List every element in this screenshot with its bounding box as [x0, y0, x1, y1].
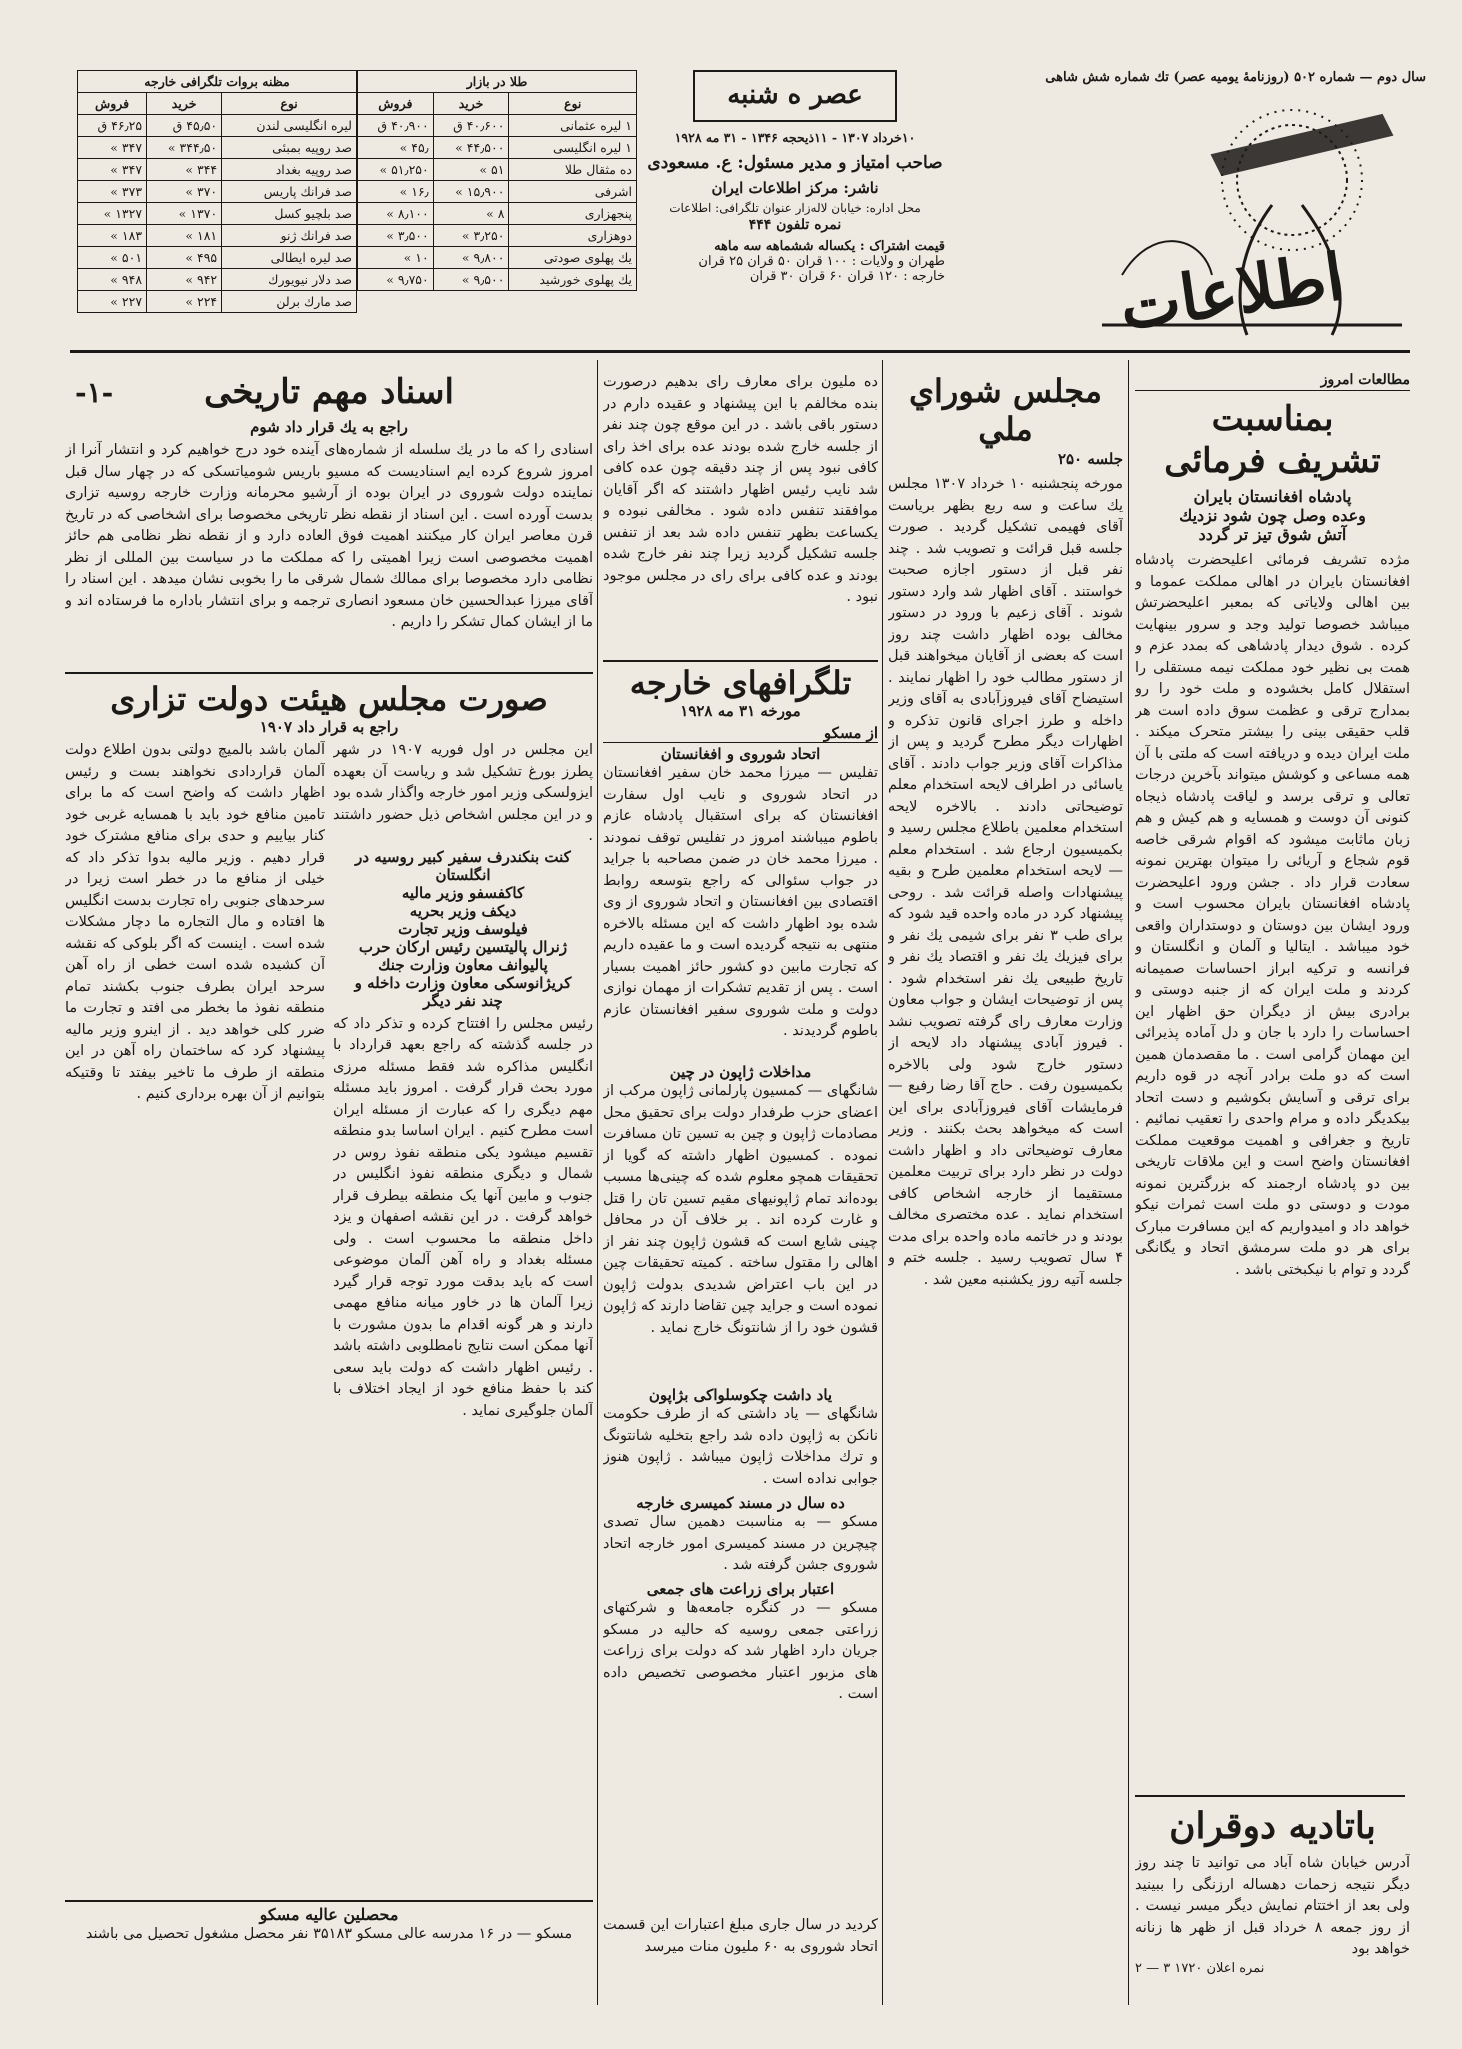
cell: ۴۴٫۵۰۰ »: [433, 137, 509, 159]
bottom-body: مسکو — در ۱۶ مدرسه عالی مسکو ۳۵۱۸۳ نفر محصل مشغول تحصیل می باشند: [85, 1926, 573, 1942]
cell: ۳۴۷ »: [78, 137, 147, 159]
section-title: مداخلات ژاپون در چین: [669, 1063, 812, 1081]
majlis-body: مورخه پنجشنبه ۱۰ خرداد ۱۳۰۷ مجلس یك ساعت و سه ربع بظهر بریاست آقای فهیمی تشکیل گردید . صورت جلسه قبل قرائت و تصویب شد . چند نفر قبل از دستور اجازه صحبت خواستند . آقای اظهار شد وارد دستور شوند . آقای زعیم با ورود در دستور مخالف بوده اظهار داشت چند روز است که بعضی از آقایان میخواهند قبل از دستور مطالب خود را اظهار نمایند . استیضاح آقای فیروزآبادی به آقای وزیر داخله و طرز اجرای قانون تذکره و اظهارات دیگر مطرح گردید و پس از مذاکرات آقای وزیر جواب دادند . آقای یاسائی در اطراف لایحه استخدام معلم توضیحاتی دادند . بالاخره لایحه استخدام معلمین باطلاع مجلس رسید و بکمیسیون ارجاع شد . استخدام معلم — لایحه استخدام معلمین طرح و بقیه پیشنهادات واصله قرائت شد . روحی پیشنهاد کرد در ماده واحده قید شود که برای طب ۳ نفر برای شیمی یك نفر و برای فیزیك یك نفر و اقتصاد یك نفر و تاریخ طبیعی یك نفر استخدام شود . پس از توضیحات ایشان و جواب معاون وزارت معارف رای گرفته تصویب نشد . فیروز آبادی پیشنهاد داد لایحه از دستور خارج شود ولی بالاخره بکمیسیون رفت . حاج آقا رضا رفیع — فرمایشات آقای فیروزآبادی برای این است که میخواهد بحث بکنند . وزیر معارف توضیحاتی داد و اظهار داشت دولت در نظر دارد برای تربیت معلمین مستقیما از خارجه اشخاص کافی استخدام نماید . عده مختصری مخالف بودند و در خاتمه ماده واحده برای مدت ۴ سال تصویب رسید . جلسه ختم و جلسه آتیه روز یکشنبه معین شد .: [888, 476, 1123, 1288]
cell: صد مارك برلن: [222, 291, 357, 313]
doc-title: اسناد مهم تاریخی: [204, 372, 454, 412]
cell: ۹۴۸ »: [78, 269, 147, 291]
telegraph-date: مورخه ۳۱ مه ۱۹۲۸: [680, 702, 801, 720]
cell: ۵۰۱ »: [78, 247, 147, 269]
cell: یك پهلوی صودتی: [509, 247, 637, 269]
gold-rows: [358, 115, 637, 291]
cell: صد فرانك ژنو: [222, 225, 357, 247]
attendees-intro: این مجلس در اول فوریه ۱۹۰۷ در شهر پطرز بورغ تشکیل شد و ریاست آن بعهده ایزولسکی وزیر امور خارجه واگذار شده بود و در این مجلس اشخاص ذیل حضور داشتند .: [333, 742, 593, 844]
right-ad-box: [1135, 1805, 1410, 2015]
table-row: [358, 137, 637, 159]
gold-table-title: طلا در بازار: [358, 71, 637, 93]
headline-2: تشریف فرمائی: [1164, 441, 1381, 481]
minutes-subtitle: راجع به قرار داد ۱۹۰۷: [259, 718, 399, 736]
cell: ۹٫۷۵۰ »: [358, 269, 434, 291]
cell: ۳۴۴ »: [147, 159, 222, 181]
section-body: شانگهای — یاد داشتی که از طرف حکومت نانکن به ژاپون داده شد راجع بتخلیه شانتونگ و ترك مداخلات ژاپون میباشد . ژاپون هنوز جوابی نداده است .: [603, 1406, 878, 1487]
cell: ۱۶٫ »: [358, 181, 434, 203]
middle-bottom-body: کردید در سال جاری مبلغ اعتبارات این قسمت اتحاد شوروی به ۶۰ ملیون منات میرسد: [603, 1917, 878, 1955]
section-title: اتحاد شوروی و افغانستان: [603, 742, 878, 763]
attendee: پالیوانف معاون وزارت جنك: [378, 955, 548, 974]
table-row: [78, 137, 357, 159]
doc-subtitle: راجع به یك قرار داد شوم: [250, 418, 408, 436]
minutes-body-right: رئیس مجلس را افتتاح کرده و تذکر داد که در جلسه گذشته که راجع بعهد قرارداد با انگلیس مذاکره شد فقط مسئله مرزی مورد بحث قرار گرفت . امروز باید مسئله مهم دیگری را که عبارت از مسئله ایران است مطرح کنیم . ایران اساسا بدو منطقه تقسیم میشود یکی منطقه نفوذ روس در شمال و دیگری منطقه نفوذ انگلیس در جنوب و مابین آنها یک منطقه بیطرف قرار خواهد گرفت . در این نقشه اصفهان و یزد داخل منطقه ما محسوب است . ولی مسئله بغداد و راه آهن آلمان موضوعی است که باید بدقت مورد توجه قرار گیرد زیرا آلمان ها در خاور میانه منافع مهمی دارند و هر گونه اقدام ما بدون مشورت با آنها ممکن است نتایج نامطلوبی داشته باشد . رئیس اظهار داشت که دولت باید سعی کند با حفظ منافع خود از ایجاد اختلاف با آلمان جلوگیری نماید .: [333, 1015, 593, 1419]
cell: ۴۵٫۵۰ ق: [147, 115, 222, 137]
cell: ۴۶٫۲۵ ق: [78, 115, 147, 137]
subs-row-1: طهران و ولایات : ۱۰۰ قران ۵۰ قران ۲۵ قران: [698, 254, 945, 269]
headline-1: بمناسبت: [1211, 399, 1334, 439]
attendee: کنت بنکندرف سفیر کبیر روسیه در انگلستان: [355, 847, 571, 884]
cell: ۱۸۱ »: [147, 225, 222, 247]
cell: ۱۳۲۷ »: [78, 203, 147, 225]
article-body: مژده تشریف فرمائی اعلیحضرت پادشاه افغانستان بایران در اهالی مملکت عموما و بین اهالی ولایاتی که بمعبر اعلیحضرتش میباشد خصوصا تولید وجد و سرور بینهایت کرده . شوق دیدار پادشاهی که بمدد عزم و همت بی نظیر خود مملکت نیمه مستقلی را استقلال کامل بخشوده و ملت خود را رو بمدارج ترقی و عظمت سوق داده است هر قلب حقیقی بینی را بیشتر متحرک میکند . ملت ایران دیده و دریافته است که ملتی با آن همه مساعی و کوشش میتواند بآخرین درجات تعالی و ترقی برسد و لیاقت پادشاه ذیجاه کنونی آن دوست و همسایه و هم کیش و هم زبان ماثابت میشود که اقوام شرقی خاصه قوم شجاع و آریائی را میتوان بهترین نمونه سعادت قرار داد . جشن ورود اعلیحضرت پادشاه افغانستان بایران محسوب است و ورود ایشان بین دوستان و دوستداران واقعی خود میباشد . ایتالیا و آلمان و انگلستان و فرانسه و ترکیه ابراز احساسات صمیمانه کردند و ملت ایران که از جنبه دوستی و برادری بیش از دیگران حق اظهار این احساسات را دارد با جان و دل آماده پذیرائی این مهمان گرامی است . ما مقصدمان همین است که دو ملت برادر آنچه در قوه داریم برای ترقی و آسایش بکوشیم و دست اتحاد بیکدیگر داده و مرام واحدی را تعقیب نمائیم . تاریخ و جغرافی و اهمیت موقعیت مملکت افغانستان واضح است و این ملاقات تاریخی بین دو پادشاه ارجمند که بزرگترین نمونه مودت و دوستی دو ملت است ثمرات نیکو خواهد داد و امیدواریم که این مسافرت مبارک برای هر دو ملت سرمشق اتحاد و یگانگی گردد و توام با نیکبختی باشد .: [1135, 552, 1410, 1278]
column-divider-1: [1128, 360, 1129, 2005]
table-row: [78, 159, 357, 181]
bottom-title: محصلین عالیه مسکو: [259, 1905, 399, 1924]
cell: ۳۷۳ »: [78, 181, 147, 203]
table-row: [78, 225, 357, 247]
fx-rows: [78, 115, 357, 313]
subheadline-2: وعده وصل چون شود نزدیك: [1179, 506, 1366, 525]
cell: ۲۲۷ »: [78, 291, 147, 313]
doc-body: اسنادی را که ما در یك سلسله از شماره‌های آینده خود درج خواهیم کرد و انتشار آنرا از امروز شروع کرده ایم اسنادیست که مسیو باریس شومیاتسکی که در چهار سال قبل نماینده دولت شوروی در ایران بوده از آرشیو محرمانه وزارت خارجه روسیه تزاری بدست آورده است . این اسناد از نقطه نظر تاریخی مخصوصا برای اشخاصی که در تاریخ قرن معاصر ایران کار میکنند اهمیت فوق العاده دارد و از نقطه نظر نظامی هم حائز اهمیت مخصوصی است زیرا اهمیتی را که مملکت ما در سیاست بین المللی از نظر نظامی دارد مخصوصا برای ممالك شمال شرقی ما را بخوبی نشان میدهد . این اسناد را آقای میرزا عبدالحسین خان مسعود انصاری ترجمه و برای انتشار باداره ما فرستاده اند و ما از ایشان کمال تشکر را داریم .: [65, 442, 593, 630]
cell: صد لیره ایطالی: [222, 247, 357, 269]
fx-header-sell: فروش: [78, 93, 147, 115]
cell: ۹٫۵۰۰ »: [433, 269, 509, 291]
cell: ۱ لیره عثمانی: [509, 115, 637, 137]
telegraph-title: تلگرافهای خارجه: [629, 664, 852, 702]
attendee: فیلوسف وزیر تجارت: [398, 919, 528, 938]
table-row: [358, 203, 637, 225]
table-row: [78, 203, 357, 225]
publisher-line: ناشر: مرکز اطلاعات ایران: [711, 179, 879, 197]
cell: ۸٫۱۰۰ »: [358, 203, 434, 225]
attendee: ژنرال پالیتسین رئیس ارکان حرب: [358, 937, 568, 956]
day-box: عصر ه شنبه: [693, 70, 897, 122]
column-divider-3: [597, 360, 598, 2005]
fx-table-title: مظنه بروات تلگرافی خارجه: [78, 71, 357, 93]
masthead-info: [645, 70, 945, 340]
cell: ۴۰٫۹۰۰ ق: [358, 115, 434, 137]
owner-line: صاحب امتیاز و مدیر مسئول: ع. مسعودی: [647, 153, 943, 173]
cell: صد روپیه بمبئی: [222, 137, 357, 159]
table-row: [358, 247, 637, 269]
doc-number: -۱-: [75, 376, 114, 409]
section-title: یاد داشت چکوسلواکی بژاپون: [648, 1386, 833, 1404]
majlis-title: مجلس شوراي ملي: [908, 372, 1103, 448]
cell: یك پهلوی خورشید: [509, 269, 637, 291]
ad-body: آدرس خیابان شاه آباد می توانید تا چند روز دیگر نتیجه زحمات دهساله ارزنگی را ببینید ولی بعد از اختتام نمایش دیگر میسر نیست . از روز جمعه ۸ خرداد قبل از ظهر ها زنانه خواهد بود: [1135, 1855, 1410, 1957]
middle-column: [603, 372, 878, 2002]
cell: ۲۲۴ »: [147, 291, 222, 313]
cell: صد بلچیو کسل: [222, 203, 357, 225]
minutes-right-column: [333, 740, 593, 1422]
subs-title: قیمت اشتراک : یکساله ششماهه سه ماهه: [714, 239, 945, 254]
cell: ۴۰٫۶۰۰ ق: [433, 115, 509, 137]
cell: پنجهزاری: [509, 203, 637, 225]
cell: ۳٫۵۰۰ »: [358, 225, 434, 247]
cell: دوهزاری: [509, 225, 637, 247]
section-body: تفلیس — میرزا محمد خان سفیر افغانستان در اتحاد شوروی و نایب اول سفارت افغانستان که برای استقبال پادشاه عازم باطوم میباشند امروز در تفلیس توقف نمودند . میرزا محمد خان در ضمن مصاحبه با جراید در جواب سئوالی که راجع بتوسعه روابط اقتصادی بین افغانستان و اتحاد شوروی از وی شده بود اظهار داشت که این مسئله بالاخره منتهی به نتیجه گردیده است و ما عقیده داریم که تجارت مابین دو کشور حائز اهمیت بسیار است . پس از تقدیم تشکرات از مهمان نوازی دولت و ملت شوروی سفیر افغانستان عازم باطوم گردیدند .: [603, 765, 878, 1039]
section-label: مطالعات امروز: [1135, 372, 1410, 391]
majlis-column: [888, 372, 1123, 2002]
gold-market-table: [357, 70, 637, 291]
issue-date: ۱۰خرداد ۱۳۰۷ - ۱۱ذیحجه ۱۳۴۶ - ۳۱ مه ۱۹۲۸: [674, 130, 916, 145]
table-row: [358, 181, 637, 203]
table-row: [78, 247, 357, 269]
table-row: [78, 269, 357, 291]
cell: صد دلار نیویورك: [222, 269, 357, 291]
left-bottom-divider: [65, 1900, 593, 1902]
from-moscow: از مسکو: [823, 724, 878, 742]
right-ad-divider: [1135, 1795, 1405, 1797]
column-divider-2: [882, 360, 883, 2005]
section-body: مسکو — به مناسبت دهمین سال تصدی چیچرین در مسند کمیسری امور خارجه اتحاد شوروی جشن گرفته شد .: [603, 1514, 878, 1573]
table-row: [358, 159, 637, 181]
cell: ۱۰ »: [358, 247, 434, 269]
table-row: [358, 115, 637, 137]
table-row: [358, 225, 637, 247]
bottom-note-middle: [603, 1915, 878, 2005]
attendee: کاکفسفو وزیر مالیه: [401, 883, 525, 902]
attendee: کریژانوسکی معاون وزارت داخله و: [354, 973, 572, 992]
masthead-divider: [70, 350, 1410, 353]
table-row: [78, 181, 357, 203]
ad-title: باتادیه دوقران: [1169, 1805, 1376, 1847]
top-line: سال دوم — شماره ۵۰۲ (روزنامهٔ یومیه عصر) تك شماره شش شاهی: [1045, 70, 1426, 85]
cell: ۳٫۲۵۰ »: [433, 225, 509, 247]
cell: ۵۱ »: [433, 159, 509, 181]
table-row: [78, 115, 357, 137]
cell: ۱۳۷۰ »: [147, 203, 222, 225]
fx-header-buy: خرید: [147, 93, 222, 115]
section-title: ده سال در مسند کمیسری خارجه: [636, 1494, 845, 1512]
right-column: [1135, 372, 1410, 1792]
left-section-divider: [65, 672, 593, 674]
cell: ۹۴۲ »: [147, 269, 222, 291]
section-title: اعتبار برای زراعت های جمعی: [646, 1580, 835, 1598]
gold-header-type: نوع: [509, 93, 637, 115]
address-line: محل اداره: خیابان لاله‌زار عنوان تلگرافی: اطلاعات: [669, 201, 921, 215]
attendee: دیکف وزیر بحریه: [409, 901, 517, 920]
cell: ۴۹۵ »: [147, 247, 222, 269]
subheadline-3: آتش شوق تیز تر گردد: [1198, 525, 1347, 544]
masthead-logo: [1062, 95, 1422, 350]
minutes-title: صورت مجلس هیئت دولت تزاری: [110, 680, 548, 718]
cell: صد فرانك پاریس: [222, 181, 357, 203]
minutes-section: [65, 680, 593, 1895]
cell: لیره انگلیسی لندن: [222, 115, 357, 137]
table-row: [358, 269, 637, 291]
historic-docs-section: [65, 372, 593, 667]
phone-line: نمره تلفون ۴۴۴: [748, 217, 842, 233]
cell: ۱۵٫۹۰۰ »: [433, 181, 509, 203]
ad-note: نمره اعلان ۱۷۲۰ ۳ — ۲: [1135, 1960, 1265, 1976]
subheadline-1: پادشاه افغانستان بایران: [1193, 487, 1352, 506]
gold-header-sell: فروش: [358, 93, 434, 115]
table-row: [78, 291, 357, 313]
minutes-left-column: [65, 740, 325, 1422]
cell: ۵۱٫۲۵۰ »: [358, 159, 434, 181]
majlis-continued: ده ملیون برای معارف رای بدهیم درصورت بنده مخالفم با این پیشنهاد و عقیده دارم در دستور باقی باشد . در این موقع چون چند نفر از جلسه خارج شده بودند عده برای اخذ رای کافی نبود پس از چند دقیقه چون عده کافی شد نایب رئیس اظهار داشتند که اگر آقایان موافقند تنفس داده شود . مخالفی نبوده و یکساعت بظهر تنفس داده شد بعد از تنفس جلسه تشکیل گردید زیرا چند نفر خارج شده بودند و عده کافی برای رای در مجلس موجود نبود .: [603, 374, 878, 605]
cell: ۹٫۸۰۰ »: [433, 247, 509, 269]
cell: ۱۸۳ »: [78, 225, 147, 247]
cell: ۸ »: [433, 203, 509, 225]
cell: ۱ لیره انگلیسی: [509, 137, 637, 159]
section-body: شانگهای — کمسیون پارلمانی ژاپون مرکب از اعضای حزب طرفدار دولت برای تحقیق محل مصادمات ژاپون و چین به تسین تان مسافرت نموده . کمسیون اظهار داشته که گویا از تحقیقات همچو معلوم شده که چینی‌ها مسبب بوده‌اند تمام ژاپونیهای مقیم تسین تان را قتل و غارت کرده اند . بر خلاف آن در محافل چینی شایع است که قشون ژاپون چند نفر از اهالی را مقتول ساخته . کمیته تحقیقات چین در این باب اعتراض شدیدی بدولت ژاپون نموده است و جراید چین تقاضا دارند که ژاپون قشون خود را از شانتونگ خارج نماید .: [603, 1083, 878, 1336]
logo-text: اطلاعات: [1115, 239, 1349, 346]
cell: صد روپیه بغداد: [222, 159, 357, 181]
fx-header-type: نوع: [222, 93, 357, 115]
cell: ۳۷۰ »: [147, 181, 222, 203]
minutes-body-left: آلمان باشد بالمیچ دولتی بدون اطلاع دولت آلمان قراردادی نخواهند بست و رئیس اظهار داشت که واضح است که ما برای تامین منافع خود باید با همسایه غربی خود کنار بیاییم و حدی برای منافع مشترک خود قرار دهیم . وزیر مالیه بدوا تذکر داد که خیلی از منافع ما در خطر است زیرا در سرحدهای جنوبی راه تجارت بدست انگلیس ها افتاده و مال التجاره ما دچار مشکلات شده است . اینست که اگر بلوکی که نقشه آن کشیده شده است خطی از راه آهن سرحد ایران بطرف جنوب بکشند تمام منطقه نفوذ ما بخطر می افتد و تجارت ما ضرر کلی خواهد دید . از اینرو وزیر مالیه پیشنهاد کرد که ساختمان راه آهن در این منطقه از طرف ما تاخیر بیفتد تا وقتیکه بتوانیم از آن بهره برداری کنیم .: [65, 742, 325, 1102]
bottom-note-left: [65, 1905, 593, 2005]
cell: اشرفی: [509, 181, 637, 203]
session-number: جلسه ۲۵۰: [1057, 450, 1123, 468]
fx-market-table: [77, 70, 357, 313]
cell: ده مثقال طلا: [509, 159, 637, 181]
attendee: چند نفر دیگر: [423, 991, 503, 1010]
section-body: مسکو — در کنگره جامعه‌ها و شرکتهای زراعتی جمعی روسیه که حالیه در مسکو جریان دارد اظهار شد که دولت برای زراعت های مزبور اعتبار مخصوصی تخصیص داده است .: [603, 1600, 878, 1702]
cell: ۳۴۷ »: [78, 159, 147, 181]
gold-header-buy: خرید: [433, 93, 509, 115]
subs-row-2: خارجه : ۱۲۰ قران ۶۰ قران ۳۰ قران: [749, 269, 945, 284]
cell: ۳۴۴٫۵۰ »: [147, 137, 222, 159]
cell: ۴۵٫ »: [358, 137, 434, 159]
